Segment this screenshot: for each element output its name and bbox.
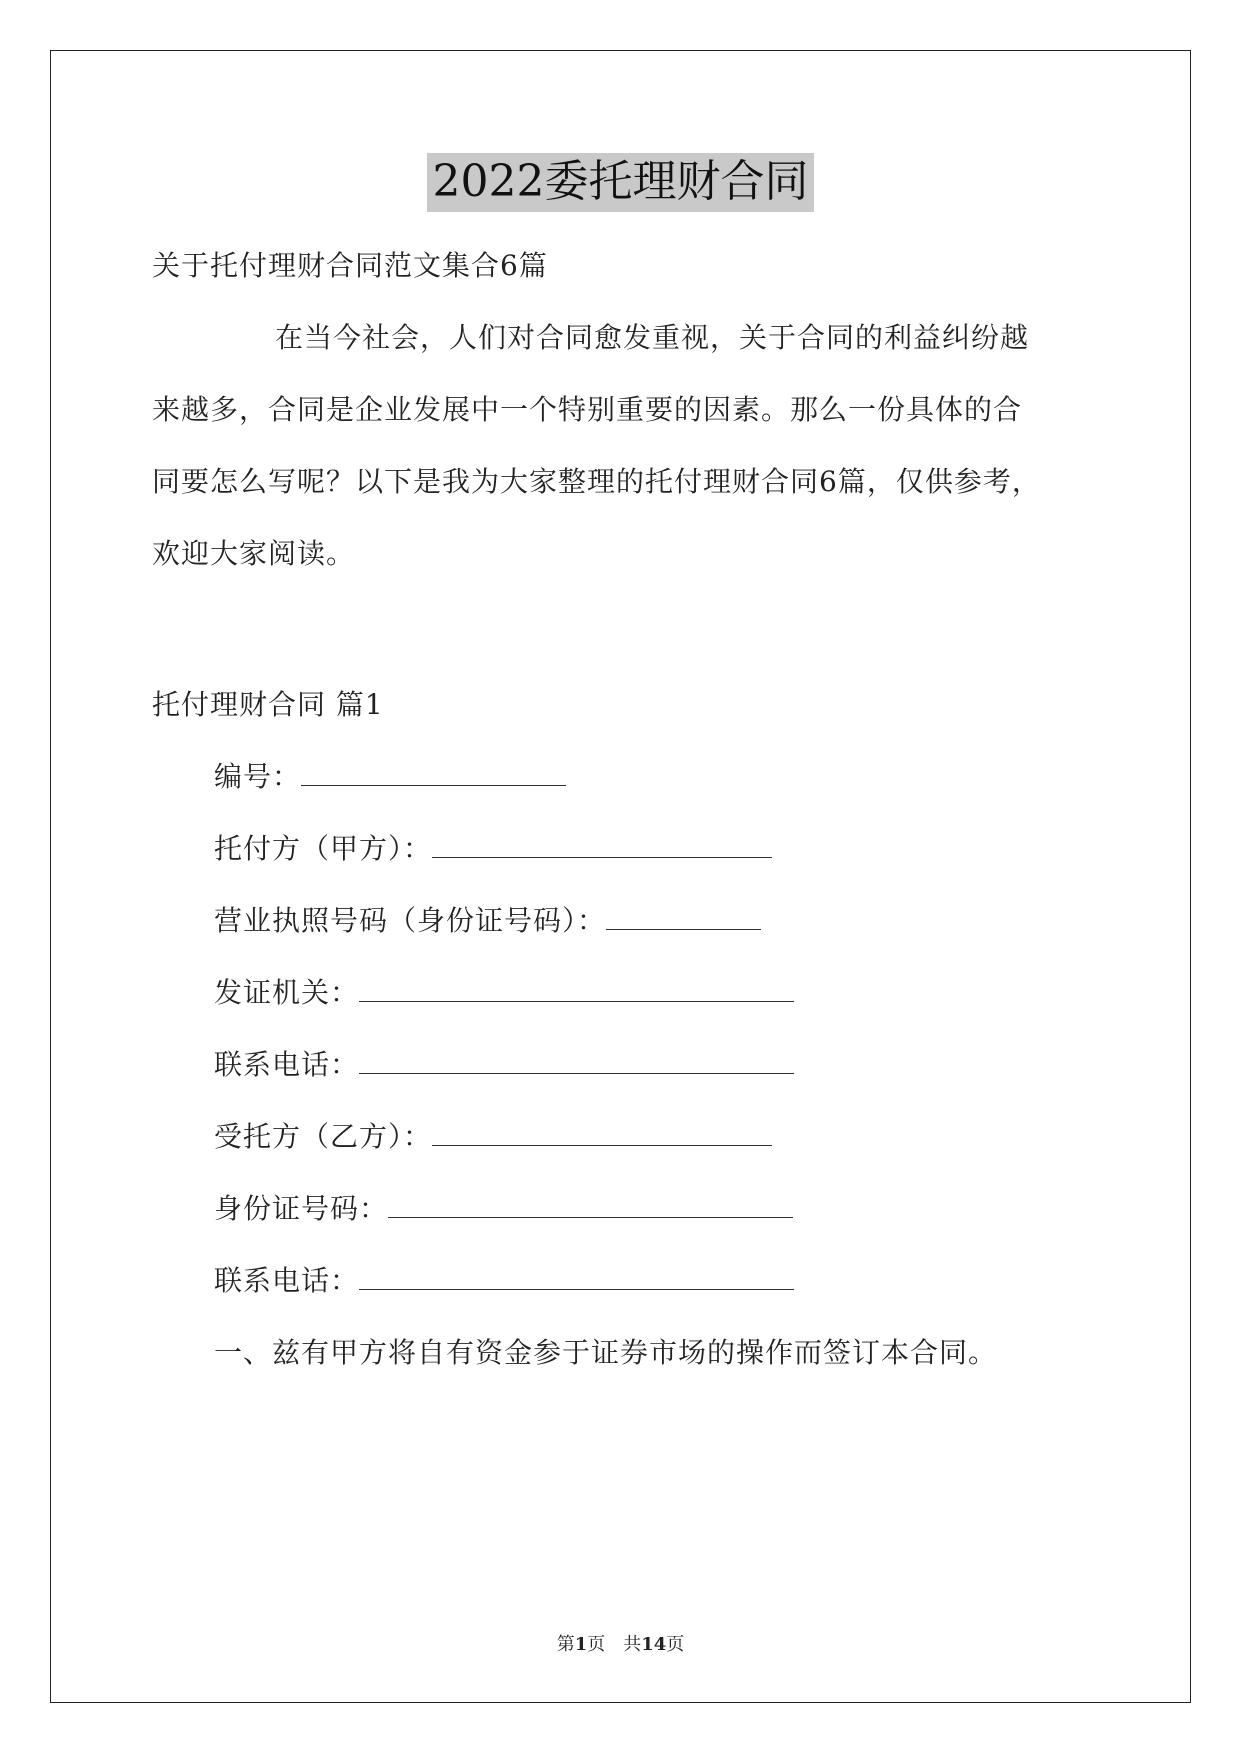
field-label: 联系电话：	[214, 1264, 360, 1297]
field-contract-number	[214, 755, 566, 795]
field-blank-line	[432, 1121, 772, 1146]
field-blank-line	[359, 1049, 794, 1074]
field-party-a	[214, 827, 772, 867]
page-footer	[0, 1630, 1241, 1656]
field-blank-line	[359, 977, 794, 1002]
field-label: 托付方（甲方）：	[214, 832, 433, 865]
title-container	[0, 153, 1241, 212]
field-label: 联系电话：	[214, 1048, 360, 1081]
field-issuing-authority	[214, 971, 794, 1011]
footer-mid: 页 共	[587, 1634, 642, 1655]
field-blank-line	[432, 833, 772, 858]
field-id-number	[214, 1187, 793, 1227]
clause-1: 一、兹有甲方将自有资金参于证券市场的操作而签订本合同。	[214, 1336, 998, 1369]
field-phone-a	[214, 1043, 794, 1083]
field-label: 编号：	[214, 760, 302, 793]
field-blank-line	[301, 761, 566, 786]
field-label: 发证机关：	[214, 976, 360, 1009]
footer-prefix: 第	[556, 1634, 575, 1655]
section-heading: 托付理财合同 篇1	[152, 688, 384, 721]
field-label: 身份证号码：	[214, 1192, 389, 1225]
document-title: 2022委托理财合同	[427, 153, 815, 212]
intro-line-3: 同要怎么写呢？以下是我为大家整理的托付理财合同6篇，仅供参考，	[152, 465, 1041, 498]
field-blank-line	[359, 1265, 794, 1290]
document-subtitle: 关于托付理财合同范文集合6篇	[152, 249, 548, 282]
page-border	[50, 50, 1191, 1703]
footer-suffix: 页	[666, 1634, 685, 1655]
field-label: 受托方（乙方）：	[214, 1120, 433, 1153]
intro-line-2: 来越多，合同是企业发展中一个特别重要的因素。那么一份具体的合	[152, 393, 1023, 426]
field-blank-line	[606, 905, 761, 930]
footer-total-pages: 14	[641, 1634, 667, 1655]
field-license-number	[214, 899, 761, 939]
field-label: 营业执照号码（身份证号码）：	[214, 904, 607, 937]
field-phone-b	[214, 1259, 794, 1299]
intro-line-4: 欢迎大家阅读。	[152, 537, 356, 570]
footer-current-page: 1	[574, 1634, 588, 1655]
field-party-b	[214, 1115, 772, 1155]
intro-line-1: 在当今社会，人们对合同愈发重视，关于合同的利益纠纷越	[275, 321, 1030, 354]
field-blank-line	[388, 1193, 793, 1218]
